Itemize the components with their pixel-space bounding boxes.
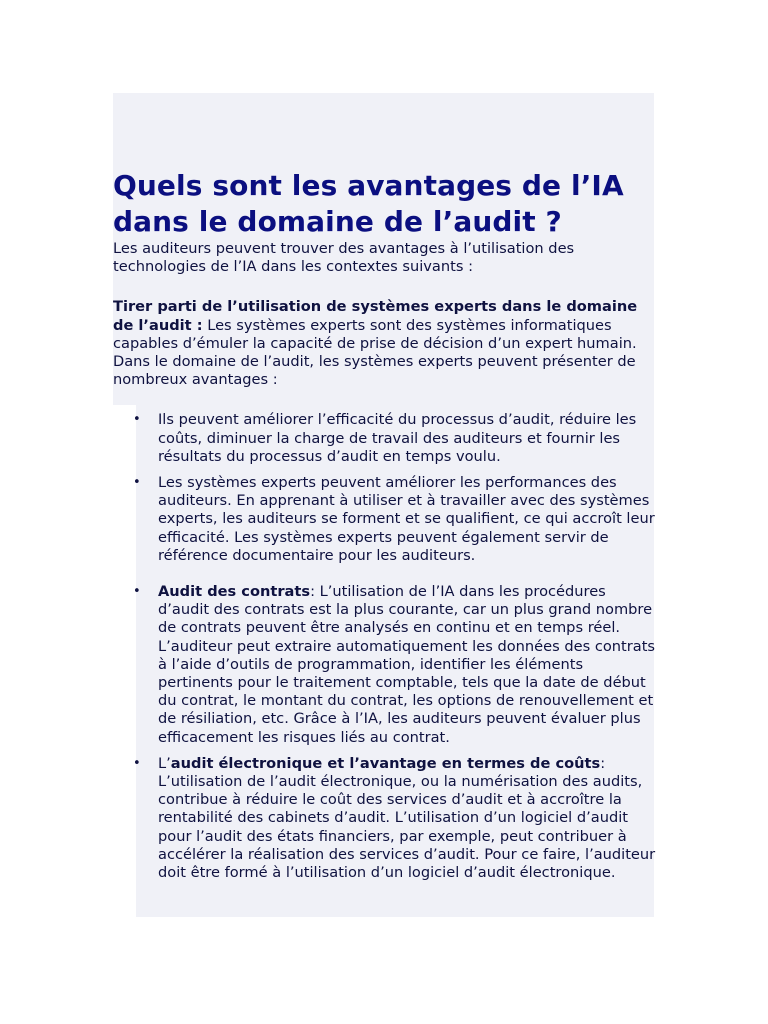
list-item-heading: audit électronique et l’avantage en termes de coûts <box>170 754 601 772</box>
list-item <box>113 474 658 565</box>
page-title: Quels sont les avantages de l’IA dans le domaine de l’audit ? <box>113 169 624 238</box>
list-item-text: Les systèmes experts peuvent améliorer les performances des auditeurs. En apprenant à utiliser et à travailler avec des systèmes experts, les auditeurs se forment et se qualifient, ce qui accroît leur efficacité. Les systèmes experts peuvent également servir de référence documentaire pour les auditeurs. <box>158 474 655 564</box>
list-item-text: Ils peuvent améliorer l’efficacité du processus d’audit, réduire les coûts, diminuer la charge de travail des auditeurs et fournir les résultats du processus d’audit en temps voulu. <box>158 411 637 465</box>
expert-systems-heading: Tirer parti de l’utilisation de systèmes experts dans le domaine de l’audit : <box>113 298 638 334</box>
list-item-prefix: L’ <box>158 754 171 772</box>
list-item-heading: Audit des contrats <box>158 583 311 601</box>
list-item-text: : L’utilisation de l’IA dans les procédures d’audit des contrats est la plus courante, car un plus grand nombre de contrats peuvent être analysés en continu et en temps réel. L’auditeur peut extraire automatiquement les données des contrats à l’aide d’outils de programmation, identifier les éléments pertinents pour le traitement comptable, tels que la date de début du contrat, le montant du contrat, les options de renouvellement et de résiliation, etc. Grâce à l’IA, les auditeurs peuvent évaluer plus efficacement les risques liés au contrat. <box>158 583 656 746</box>
document-content <box>113 168 658 882</box>
list-item <box>113 411 658 466</box>
intro-paragraph: Les auditeurs peuvent trouver des avantages à l’utilisation des technologies de l’IA dans les contextes suivants : <box>113 240 575 276</box>
expert-systems-text: Les systèmes experts sont des systèmes informatiques capables d’émuler la capacité de prise de décision d’un expert humain. Dans le domaine de l’audit, les systèmes experts peuvent présenter de nombreux avantages : <box>113 316 637 389</box>
advantages-list <box>113 411 658 882</box>
list-item <box>113 583 658 747</box>
list-item-text: : L’utilisation de l’audit électronique, ou la numérisation des audits, contribue à réduire le coût des services d’audit et à accroître la rentabilité des cabinets d’audit. L’utilisation d’un logiciel d’audit pour l’audit des états financiers, par exemple, peut contribuer à accélérer la réalisation des services d’audit. Pour ce faire, l’auditeur doit être formé à l’utilisation d’un logiciel d’audit électronique. <box>158 754 656 882</box>
list-item <box>113 755 658 882</box>
expert-systems-paragraph <box>113 298 658 389</box>
